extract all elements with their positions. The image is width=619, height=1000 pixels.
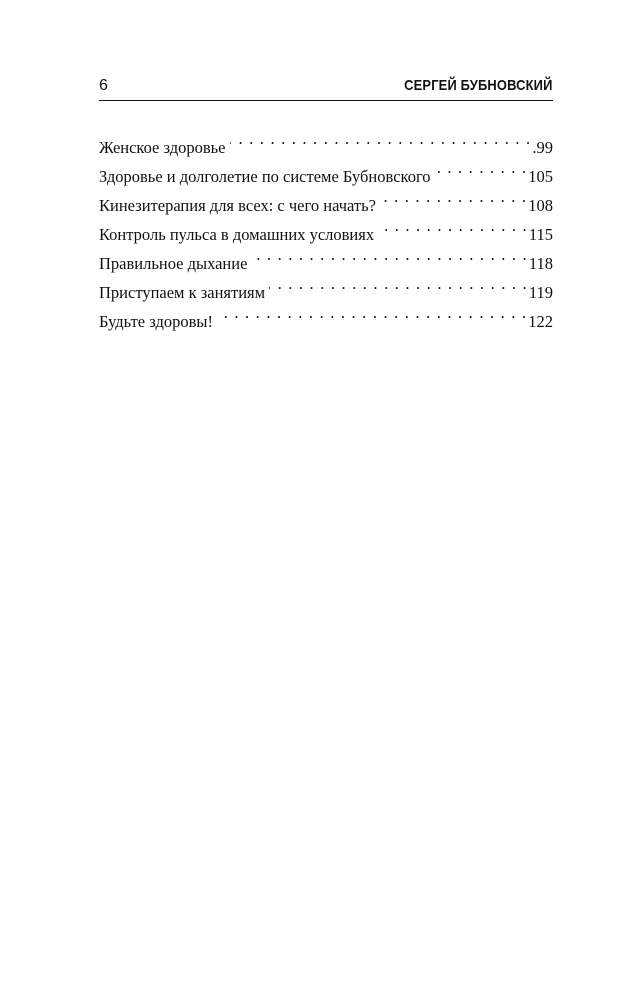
toc-entry-page: 122: [528, 312, 553, 331]
dot-leader: [269, 269, 528, 298]
toc-entry-page: 105: [528, 167, 553, 186]
dot-leader: [380, 182, 527, 211]
dot-leader: [217, 298, 527, 327]
toc-entry-page: 108: [528, 196, 553, 215]
dot-leader: [251, 240, 527, 269]
toc-entry-title: Контроль пульса в домашних условиях: [99, 225, 375, 244]
toc-entry-page: 119: [528, 283, 553, 302]
page-header: [99, 74, 553, 101]
toc-entry-title: Кинезитерапия для всех: с чего начать?: [99, 196, 376, 215]
toc-entry-page: 115: [528, 225, 553, 244]
toc-entry-title: Будьте здоровы!: [99, 312, 213, 331]
toc-entry-title: Здоровье и долголетие по системе Бубновского: [99, 167, 431, 186]
toc-entry-page: .99: [532, 138, 553, 157]
page-number: 6: [99, 77, 108, 94]
toc-entry-title: Правильное дыхание: [99, 254, 248, 273]
dot-leader: [378, 211, 528, 240]
dot-leader: [230, 124, 532, 153]
toc-entry-title: Приступаем к занятиям: [99, 283, 266, 302]
dot-leader: [435, 153, 528, 182]
toc-entry-page: 118: [528, 254, 553, 273]
toc-entry: [99, 124, 553, 157]
table-of-contents: [99, 124, 553, 331]
toc-entry-title: Женское здоровье: [99, 138, 226, 157]
running-title: СЕРГЕЙ БУБНОВСКИЙ: [404, 77, 553, 94]
